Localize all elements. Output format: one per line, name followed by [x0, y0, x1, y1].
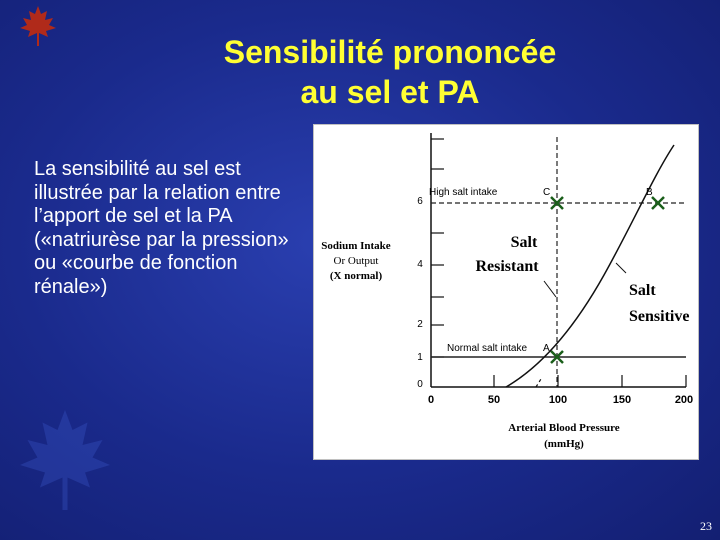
pressure-natriuresis-figure [313, 124, 699, 460]
x-axis-unit: (mmHg) [544, 438, 584, 450]
curve-extension [536, 379, 541, 387]
salt-sensitive-label: Salt [629, 282, 656, 299]
title-line-2: au sel et PA [300, 74, 480, 110]
x-axis-label: Arterial Blood Pressure [508, 422, 620, 434]
resistant-pointer [544, 281, 556, 297]
x-tick-marks [494, 375, 686, 387]
point-a-label: A [543, 343, 550, 354]
high-intake-label: High salt intake [429, 187, 498, 198]
x-tick-label: 150 [612, 394, 632, 406]
slide-number: 23 [700, 519, 712, 533]
x-tick-label: 50 [487, 394, 501, 406]
salt-sensitive-label: Sensitive [629, 308, 690, 325]
x-tick-label: 100 [548, 394, 568, 406]
x-tick-label: 200 [674, 394, 694, 406]
y-tick-label: 1 [417, 352, 423, 363]
y-tick-marks [431, 139, 444, 357]
slide-title [150, 32, 630, 112]
y-tick-label: 0 [417, 379, 423, 390]
point-b-label: B [646, 187, 653, 198]
y-tick-label: 4 [417, 259, 423, 270]
y-tick-label: 6 [417, 196, 423, 207]
salt-resistant-label: Resistant [475, 258, 539, 275]
normal-intake-label: Normal salt intake [447, 343, 528, 354]
body-paragraph: La sensibilité au sel est illustrée par la relation entre l’apport de sel et la PA («natriurèse par la pression» ou «courbe de fonction rénale») [34, 158, 289, 298]
point-c-label: C [543, 187, 551, 198]
figure-svg [314, 125, 698, 459]
y-axis-label: Or Output [333, 255, 379, 267]
salt-resistant-label: Salt [510, 234, 538, 251]
title-line-1: Sensibilité prononcée [223, 34, 557, 70]
maple-leaf-logo [16, 4, 60, 53]
marker-b [652, 197, 664, 209]
maple-leaf-watermark [10, 400, 120, 525]
x-tick-label: 0 [427, 394, 435, 406]
y-axis-label: Sodium Intake [321, 240, 391, 252]
y-axis-label: (X normal) [329, 270, 383, 282]
sensitive-pointer [616, 263, 626, 273]
y-tick-label: 2 [417, 319, 423, 330]
